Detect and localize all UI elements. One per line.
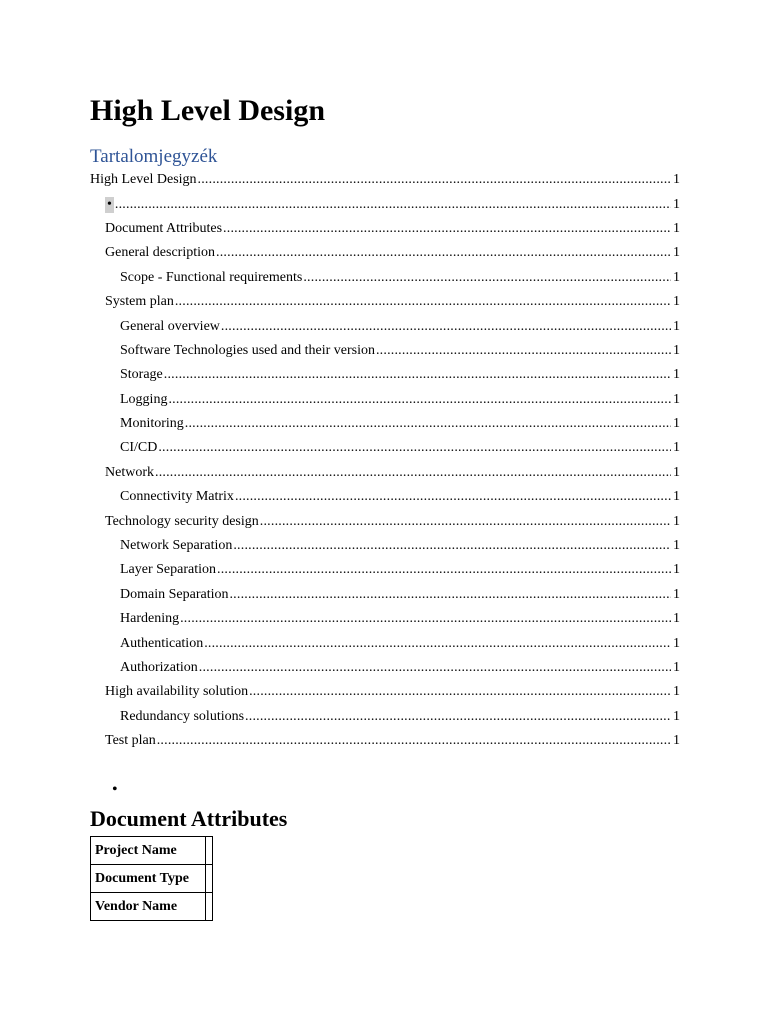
toc-leader-dots (204, 636, 671, 652)
toc-page-number: 1 (673, 733, 680, 749)
toc-entry[interactable] (90, 192, 680, 216)
document-title: High Level Design (90, 94, 326, 127)
empty-bullet: • (112, 781, 118, 798)
toc-entry[interactable] (90, 339, 680, 363)
toc-page-number: 1 (673, 440, 680, 456)
toc-leader-dots (229, 587, 671, 603)
toc-entry[interactable] (90, 266, 680, 290)
toc-leader-dots (223, 221, 671, 237)
toc-entry[interactable] (90, 363, 680, 387)
toc-leader-dots (217, 562, 671, 578)
toc-page-number: 1 (673, 172, 680, 188)
toc-entry[interactable] (90, 314, 680, 338)
toc-entry-text: Monitoring (120, 416, 184, 432)
toc-page-number: 1 (673, 513, 680, 529)
toc-leader-dots (245, 709, 671, 725)
toc-page-number: 1 (673, 318, 680, 334)
toc-page-number: 1 (673, 489, 680, 505)
toc-entry[interactable] (90, 729, 680, 753)
toc-entry[interactable] (90, 461, 680, 485)
toc-entry[interactable] (90, 631, 680, 655)
toc-entry-text: Storage (120, 367, 163, 383)
toc-entry[interactable] (90, 607, 680, 631)
toc-entry-text: • (107, 196, 112, 212)
table-row (91, 837, 213, 865)
toc-leader-dots (164, 367, 671, 383)
toc-entry-text: Authorization (120, 660, 198, 675)
toc-entry[interactable] (90, 534, 680, 558)
toc-entry-text: Authentication (120, 635, 204, 651)
toc-page-number: 1 (673, 391, 680, 407)
toc-page-number: 1 (673, 684, 680, 700)
toc-entry[interactable] (90, 412, 680, 436)
toc-entry-text: System plan (105, 294, 174, 310)
toc-leader-dots (199, 660, 671, 676)
toc-entry-text: Layer Separation (120, 562, 217, 578)
toc-entry-text: Redundancy solutions (120, 708, 245, 724)
toc-leader-dots (115, 197, 671, 213)
toc-entry-text: Software Technologies used and their version (120, 342, 375, 358)
attribute-label: Document Type (91, 865, 206, 893)
toc-entry-text: Hardening (120, 611, 180, 627)
toc-entry-text: General overview (120, 318, 220, 334)
attribute-value[interactable] (206, 893, 213, 921)
toc-entry[interactable] (90, 485, 680, 509)
toc-entry-text: Scope - Functional requirements (120, 269, 303, 285)
toc-page-number: 1 (673, 586, 680, 602)
table-of-contents (90, 168, 680, 753)
toc-page-number: 1 (673, 269, 680, 285)
toc-leader-dots (376, 343, 671, 359)
toc-entry[interactable] (90, 241, 680, 265)
toc-entry-text: Network (105, 464, 154, 480)
toc-entry-text: Connectivity Matrix (120, 489, 234, 505)
toc-entry-text: General description (105, 245, 216, 261)
toc-entry[interactable] (90, 558, 680, 582)
toc-page-number: 1 (673, 294, 680, 310)
document-attributes-table (90, 836, 213, 921)
toc-page-number: 1 (673, 660, 680, 675)
toc-entry-text: Test plan (105, 733, 156, 749)
toc-page-number: 1 (673, 708, 680, 724)
toc-entry-text: Network Separation (120, 538, 233, 554)
toc-leader-dots (175, 294, 671, 310)
attribute-label: Project Name (91, 837, 206, 865)
toc-entry[interactable] (90, 290, 680, 314)
document-attributes-heading: Document Attributes (90, 806, 288, 831)
toc-page-number: 1 (673, 416, 680, 432)
toc-leader-dots (180, 611, 671, 627)
table-row (91, 865, 213, 893)
toc-page-number: 1 (673, 367, 680, 383)
toc-leader-dots (303, 270, 671, 286)
attribute-value[interactable] (206, 865, 213, 893)
toc-entry-text: High availability solution (105, 684, 249, 700)
toc-entry-text: Technology security design (105, 513, 259, 529)
toc-page-number: 1 (673, 538, 680, 554)
toc-page-number: 1 (673, 562, 680, 578)
toc-entry[interactable] (90, 656, 680, 680)
toc-entry[interactable] (90, 436, 680, 460)
toc-entry[interactable] (90, 217, 680, 241)
toc-leader-dots (260, 514, 671, 530)
toc-page-number: 1 (673, 220, 680, 236)
toc-page-number: 1 (673, 464, 680, 480)
toc-leader-dots (233, 538, 671, 554)
toc-page-number: 1 (673, 611, 680, 627)
toc-leader-dots (249, 684, 671, 700)
toc-entry[interactable] (90, 168, 680, 192)
toc-entry-text: Document Attributes (105, 220, 223, 236)
toc-page-number: 1 (673, 635, 680, 651)
toc-entry[interactable] (90, 388, 680, 412)
toc-page-number: 1 (673, 245, 680, 261)
toc-entry-text: Logging (120, 391, 168, 407)
toc-page-number: 1 (673, 196, 680, 212)
attribute-value[interactable] (206, 837, 213, 865)
toc-entry[interactable] (90, 680, 680, 704)
table-row (91, 893, 213, 921)
toc-heading: Tartalomjegyzék (90, 146, 218, 167)
toc-entry-text: CI/CD (120, 440, 158, 456)
toc-page-number: 1 (673, 342, 680, 358)
toc-leader-dots (168, 392, 671, 408)
toc-leader-dots (185, 416, 671, 432)
toc-leader-dots (216, 245, 671, 261)
toc-leader-dots (157, 733, 671, 749)
toc-entry[interactable] (90, 705, 680, 729)
toc-entry-text: Domain Separation (120, 586, 229, 602)
toc-leader-dots (155, 465, 671, 481)
toc-entry-text: High Level Design (90, 172, 197, 188)
toc-entry[interactable] (90, 509, 680, 533)
toc-leader-dots (198, 172, 671, 188)
toc-leader-dots (158, 440, 671, 456)
attribute-label: Vendor Name (91, 893, 206, 921)
toc-entry[interactable] (90, 583, 680, 607)
toc-leader-dots (235, 489, 671, 505)
toc-leader-dots (221, 319, 671, 335)
